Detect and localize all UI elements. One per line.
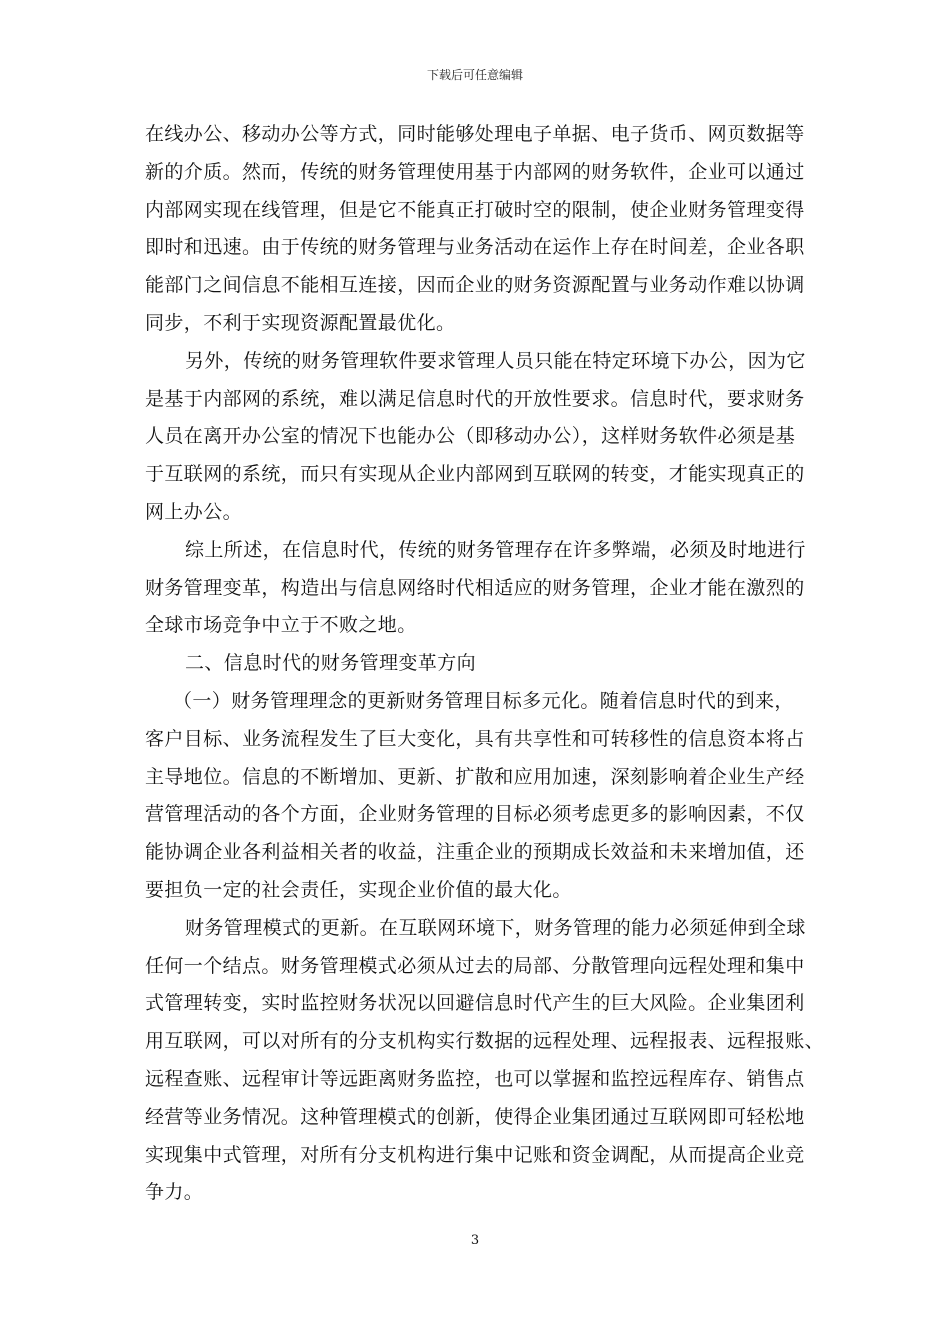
page-number: 3 [470, 1233, 480, 1248]
text-line: 于互联网的系统，而只有实现从企业内部网到互联网的转变，才能实现真正的 [145, 463, 805, 486]
paragraph [145, 343, 810, 532]
text-line: 人员在离开办公室的情况下也能办公（即移动办公），这样财务软件必须是基 [145, 425, 796, 448]
text-line: 能部门之间信息不能相互连接，因而企业的财务资源配置与业务动作难以协调 [145, 274, 805, 297]
text-line: 财务管理变革，构造出与信息网络时代相适应的财务管理，企业才能在激烈的 [145, 576, 805, 599]
text-line: 新的介质。然而，传统的财务管理使用基于内部网的财务软件，企业可以通过 [145, 160, 805, 183]
text-line: 二、信息时代的财务管理变革方向 [185, 652, 477, 675]
text-line: 要担负一定的社会责任，实现企业价值的最大化。 [145, 878, 572, 901]
text-line: 争力。 [145, 1181, 204, 1204]
text-line: 综上所述，在信息时代，传统的财务管理存在许多弊端，必须及时地进行 [185, 538, 806, 561]
document-body [145, 116, 825, 1212]
text-line: 在线办公、移动办公等方式，同时能够处理电子单据、电子货币、网页数据等 [145, 123, 805, 145]
text-line: 另外，传统的财务管理软件要求管理人员只能在特定环境下办公，因为它 [185, 349, 806, 372]
section-heading [145, 645, 810, 683]
text-line: 实现集中式管理，对所有分支机构进行集中记账和资金调配，从而提高企业竞 [145, 1143, 805, 1166]
text-line: 用互联网，可以对所有的分支机构实行数据的远程处理、远程报表、远程报账、 [145, 1030, 825, 1053]
text-line: 营管理活动的各个方面，企业财务管理的目标必须考虑更多的影响因素，不仅 [145, 803, 805, 826]
text-line: 内部网实现在线管理，但是它不能真正打破时空的限制，使企业财务管理变得 [145, 198, 805, 221]
text-line: 主导地位。信息的不断增加、更新、扩散和应用加速，深刻影响着企业生产经 [145, 765, 805, 788]
paragraph [145, 910, 825, 1212]
text-line: 远程查账、远程审计等远距离财务监控，也可以掌握和监控远程库存、销售点 [145, 1067, 805, 1090]
text-line: 即时和迅速。由于传统的财务管理与业务活动在运作上存在时间差，企业各职 [145, 236, 805, 259]
text-line: 全球市场竞争中立于不败之地。 [145, 614, 417, 637]
text-line: 客户目标、业务流程发生了巨大变化，具有共享性和可转移性的信息资本将占 [145, 727, 805, 750]
text-line: 式管理转变，实时监控财务状况以回避信息时代产生的巨大风险。企业集团利 [145, 992, 805, 1015]
text-line: 是基于内部网的系统，难以满足信息时代的开放性要求。信息时代，要求财务 [145, 387, 805, 410]
text-line: 任何一个结点。财务管理模式必须从过去的局部、分散管理向远程处理和集中 [145, 954, 805, 977]
text-line: 财务管理模式的更新。在互联网环境下，财务管理的能力必须延伸到全球 [185, 916, 806, 939]
text-line: 同步，不利于实现资源配置最优化。 [145, 311, 456, 334]
text-line: 网上办公。 [145, 500, 243, 523]
text-line: 能协调企业各利益相关者的收益，注重企业的预期成长效益和未来增加值，还 [145, 841, 805, 864]
paragraph [145, 116, 810, 343]
page-header: 下载后可任意编辑 [426, 68, 523, 82]
paragraph [145, 683, 810, 910]
text-line: （一）财务管理理念的更新财务管理目标多元化。随着信息时代的到来， [173, 689, 794, 712]
text-line: 经营等业务情况。这种管理模式的创新，使得企业集团通过互联网即可轻松地 [145, 1105, 805, 1128]
paragraph [145, 532, 810, 645]
